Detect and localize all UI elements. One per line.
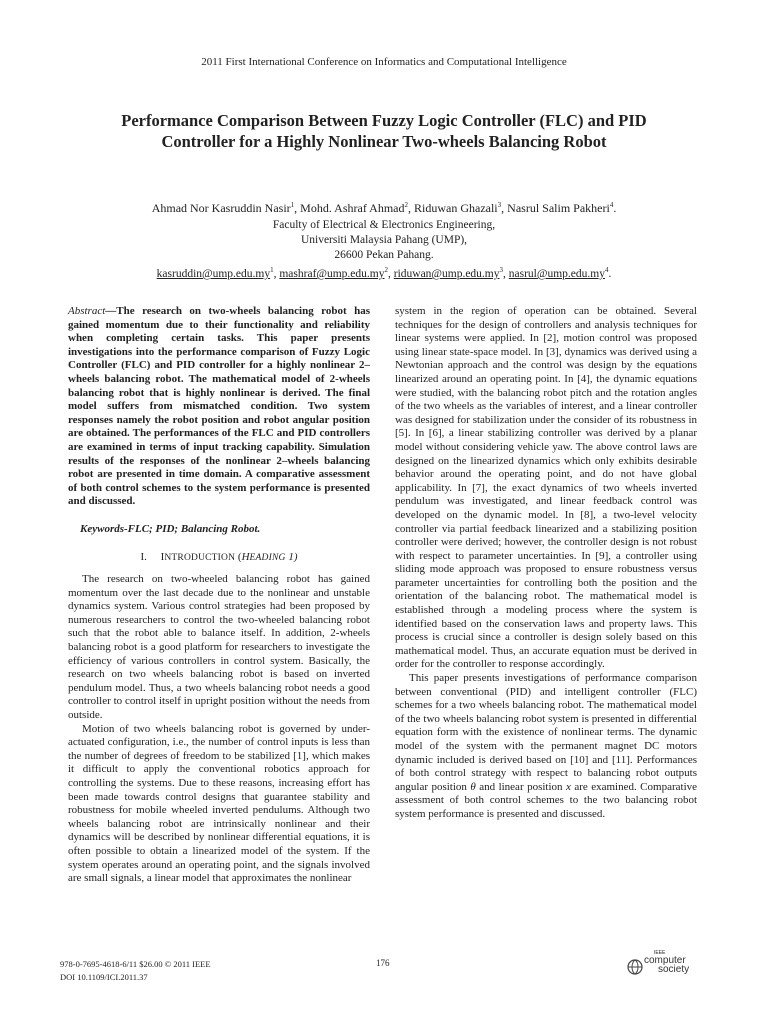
email-sep: ,	[387, 267, 394, 280]
title-line-1: Performance Comparison Between Fuzzy Logic Controller (FLC) and PID	[121, 111, 647, 130]
x-symbol: x	[565, 780, 571, 793]
affiliation-block	[60, 218, 708, 282]
affiliation-university: Universiti Malaysia Pahang (UMP),	[300, 234, 468, 246]
abstract-lead: Abstract	[68, 305, 106, 317]
footer-isbn: 978-0-7695-4618-6/11 $26.00 © 2011 IEEE	[60, 959, 211, 969]
section-number: I.	[140, 550, 147, 563]
author-sup: 2	[404, 201, 408, 209]
section-heading-rest: EADING	[249, 552, 286, 563]
body-paragraph: Motion of two wheels balancing robot is governed by under-actuated configuration, i.e., the number of control inputs is less than the number of degrees of freedom to be stabilized [1], which makes it difficult to apply the conventional robotics approach for controlling the systems. Due to these reasons, increasing effort has been made towards control designs that guarantee stability and robustness for mobile wheeled inverted pendulums. Although two wheels balancing robot are intrinsically nonlinear and their dynamics will be described by nonlinear differential equations, it is often possible to obtain a linearized model of the system. If the system operates around an operating point, and the signals involved are small signals, a linear model that approximates the nonlinear	[68, 722, 370, 885]
email-link[interactable]: riduwan@ump.edu.my	[393, 267, 500, 280]
author-sup: 4	[609, 201, 614, 209]
theta-symbol: θ	[470, 780, 476, 793]
email-link[interactable]: mashraf@ump.edu.my	[279, 267, 385, 280]
affiliation-address: 26600 Pekan Pahang.	[334, 249, 434, 261]
author-name: Riduwan Ghazali	[414, 201, 498, 215]
affiliation-faculty: Faculty of Electrical & Electronics Engineering,	[272, 219, 496, 231]
abstract	[68, 305, 370, 509]
abstract-dash: —	[105, 305, 117, 317]
email-sup: 1	[270, 266, 274, 274]
author-list	[60, 201, 708, 216]
author-sup: 3	[497, 201, 502, 209]
section-heading-num: 1)	[285, 550, 298, 563]
author-name: Mohd. Ashraf Ahmad	[300, 201, 405, 215]
email-link[interactable]: nasrul@ump.edu.my	[508, 267, 605, 280]
email-sep: ,	[273, 267, 280, 280]
author-sep: .	[613, 201, 617, 215]
paper-title	[60, 110, 708, 152]
logo-line-2: society	[658, 964, 690, 975]
author-name: Ahmad Nor Kasruddin Nasir	[151, 201, 291, 215]
email-link[interactable]: kasruddin@ump.edu.my	[156, 267, 271, 280]
author-sep: ,	[294, 201, 301, 215]
email-sup: 2	[384, 266, 388, 274]
email-list	[60, 263, 708, 282]
section-heading-cap: H	[241, 550, 250, 563]
body-paragraph	[395, 672, 697, 822]
footer-info	[60, 958, 211, 984]
email-sup: 4	[604, 266, 609, 274]
body-paragraph: The research on two-wheeled balancing robot has gained momentum over the last decade due to the nonlinear and unstable dynamics system. Various control strategies had been proposed by numerous researchers to control the two-wheeled balancing robot such that the robot able to balance itself. In addition, 2-wheels balancing robot is a good platform for researchers to investigate the efficiency of various controllers in control system. Basically, the research on two wheels balancing robot is based on inverted pendulum model. Thus, a two wheels balancing robot needs a good controller to control itself in upright position without the needs from outside.	[68, 573, 370, 722]
logo-ieee-text: IEEE	[654, 950, 666, 956]
author-name: Nasrul Salim Pakheri	[507, 201, 610, 215]
author-sup: 1	[290, 201, 295, 209]
paragraph-text: and linear position	[475, 780, 566, 793]
title-line-2: Controller for a Highly Nonlinear Two-wheels Balancing Robot	[161, 132, 607, 151]
page-number: 176	[376, 958, 390, 968]
paragraph-text: This paper presents investigations of performance comparison between conventional (PID) and intelligent controller (FLC) schemes for a two wheels balancing robot. The mathematical model of the two wheels balancing robot system is presented in differential equation form with the existence of nonlinear terms. The dynamic model of the system with the permanent magnet DC motors dynamic included is derived based on [10] and [11]. Performances of both control strategy with respect to balancing robot outputs angular position	[395, 672, 697, 793]
section-heading	[68, 551, 370, 566]
abstract-text: The research on two-wheels balancing robot has gained momentum due to their functionality and reliability when completing certain tasks. This paper presents investigations into the performance comparison of Fuzzy Logic Controller (FLC) and PID controller for a highly nonlinear 2–wheels balancing robot. The mathematical model of 2-wheels balancing robot that is highly nonlinear is derived. The final model suffers from mismatched condition. Two system responses namely the robot position and robot angular position are obtained. The performances of the FLC and PID controllers are examined in terms of input tracking capability. Simulation results of the responses of the nonlinear 2–wheels balancing robot are presented in time domain. A comparative assessment of both control schemes to the system performance is presented and discussed.	[68, 305, 370, 508]
section-title-rest: NTRODUCTION	[164, 552, 236, 563]
logo-text	[644, 956, 689, 974]
conference-header: 2011 First International Conference on Informatics and Computational Intelligence	[201, 56, 567, 68]
section-title-cap: I	[160, 550, 165, 563]
footer-doi: DOI 10.1109/ICI.2011.37	[60, 972, 148, 982]
section-open: (	[235, 550, 242, 563]
logo-line-1: computer	[644, 955, 686, 966]
keywords: Keywords-FLC; PID; Balancing Robot.	[80, 522, 261, 535]
body-paragraph: system in the region of operation can be obtained. Several techniques for the design of controllers and analysis techniques for linear systems were applied. In [2], motion control was proposed using linear state-space model. In [3], dynamics was derived using a Newtonian approach and the control was design by the equations linearized around an operating point. In [4], the dynamic equations were studied, with the balancing robot pitch and the rotation angles of the two wheels as the variables of interest, and a linear controller was designed for stabilization under the consider of its robustness in [5]. In [6], a linear stabilizing controller was derived by a planar model without considering vehicle yaw. The above control laws are designed on the linearized dynamics which only exhibits desirable behavior around the operating point, and do not have global applicability. In [7], the exact dynamics of two wheels inverted pendulum was investigated, and linear feedback control was developed on the dynamic model. In [8], a two-level velocity controller via partial feedback linearized and a stabilizing position controller were derived; however, the controller design is not robust with respect to parameter uncertainties. In [9], a controller using sliding mode approach was proposed to ensure robustness versus parameter uncertainties for controlling both the position and the orientation of the balancing robot. The mathematical model is established through a modeling process where the system is identified based on the conservation laws and property laws. This process is crucial since a controller is design solely based on this mathematical model. Thus, an accurate equation must be derived in order for the controller to response accordingly.	[395, 305, 697, 671]
email-sep: ,	[503, 267, 509, 280]
paragraph-text: are examined. Comparative assessment of both control schemes to the two balancing robot system performance is presented and discussed.	[395, 780, 698, 820]
globe-icon	[626, 958, 644, 976]
author-sep: ,	[501, 201, 508, 215]
right-column	[395, 305, 697, 822]
email-sep: .	[608, 267, 612, 280]
left-column	[68, 305, 370, 886]
computer-society-logo	[624, 950, 704, 980]
author-sep: ,	[408, 201, 414, 215]
email-sup: 3	[499, 266, 504, 274]
